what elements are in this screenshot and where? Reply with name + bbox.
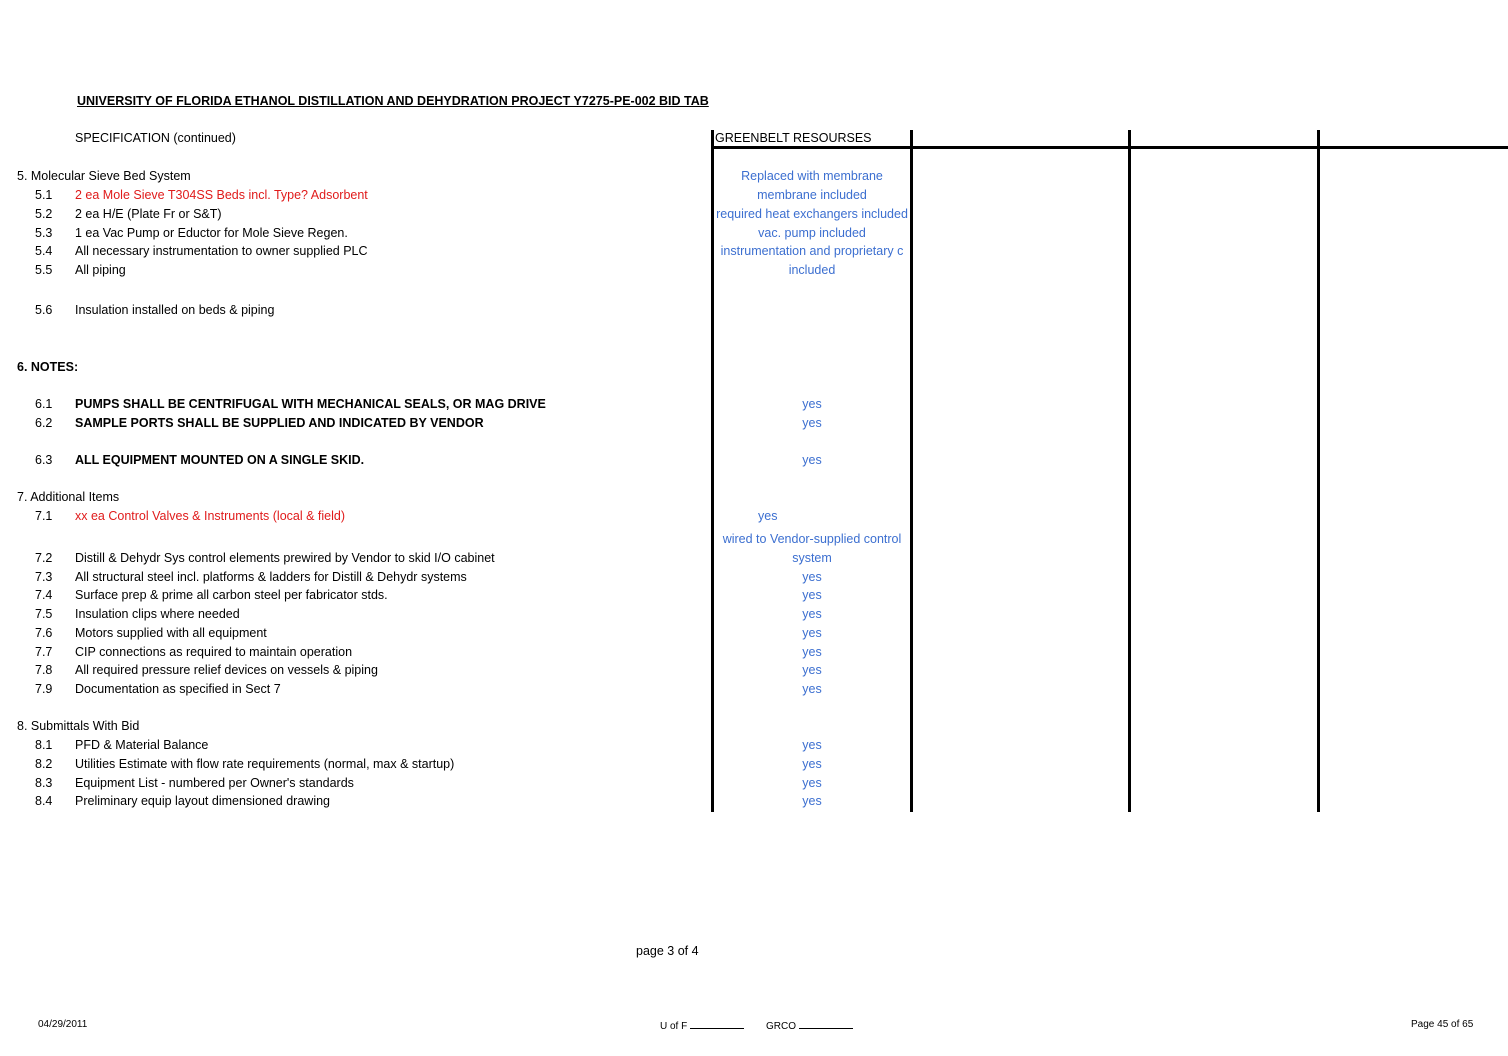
grco-signature-line (799, 1019, 853, 1029)
item-description: 2 ea Mole Sieve T304SS Beds incl. Type? Adsorbent (75, 188, 368, 202)
vendor-response: wired to Vendor-supplied control (722, 532, 902, 546)
item-number: 5.5 (35, 263, 53, 277)
item-number: 7.1 (35, 509, 53, 523)
item-description: Distill & Dehydr Sys control elements prewired by Vendor to skid I/O cabinet (75, 551, 495, 565)
item-description: 2 ea H/E (Plate Fr or S&T) (75, 207, 222, 221)
vendor-response: system (792, 551, 832, 565)
item-description: SAMPLE PORTS SHALL BE SUPPLIED AND INDICATED BY VENDOR (75, 416, 484, 430)
item-description: All required pressure relief devices on vessels & piping (75, 663, 378, 677)
vendor-response: included (788, 263, 836, 277)
vendor-header: GREENBELT RESOURSES (715, 131, 872, 145)
item-description: Motors supplied with all equipment (75, 626, 267, 640)
footer-page-number: Page 45 of 65 (1411, 1019, 1474, 1030)
section-heading: 5. Molecular Sieve Bed System (17, 169, 191, 183)
vendor-response: yes (802, 416, 822, 430)
item-number: 7.4 (35, 588, 53, 602)
vendor-response: Replaced with membrane (741, 169, 883, 183)
item-number: 5.1 (35, 188, 53, 202)
item-description: Insulation clips where needed (75, 607, 240, 621)
vendor-response: instrumentation and proprietary c (720, 244, 904, 258)
item-description: PFD & Material Balance (75, 738, 209, 752)
vendor-response: yes (758, 509, 778, 523)
vendor-response: yes (802, 607, 822, 621)
column-divider (1128, 130, 1131, 812)
header-rule (713, 146, 1508, 149)
item-number: 8.1 (35, 738, 53, 752)
item-description: CIP connections as required to maintain operation (75, 645, 353, 659)
section-heading: 8. Submittals With Bid (17, 719, 140, 733)
item-number: 8.2 (35, 757, 53, 771)
vendor-response: yes (802, 397, 822, 411)
item-number: 6.1 (35, 397, 53, 411)
item-number: 7.7 (35, 645, 53, 659)
item-description: All necessary instrumentation to owner supplied PLC (75, 244, 368, 258)
item-number: 7.6 (35, 626, 53, 640)
item-description: ALL EQUIPMENT MOUNTED ON A SINGLE SKID. (75, 453, 365, 467)
item-description: Preliminary equip layout dimensioned drawing (75, 794, 330, 808)
item-description: Equipment List - numbered per Owner's standards (75, 776, 354, 790)
item-number: 7.3 (35, 570, 53, 584)
section-heading: 7. Additional Items (17, 490, 120, 504)
item-description: 1 ea Vac Pump or Eductor for Mole Sieve Regen. (75, 226, 348, 240)
item-number: 5.6 (35, 303, 53, 317)
item-description: Utilities Estimate with flow rate requirements (normal, max & startup) (75, 757, 455, 771)
item-number: 7.2 (35, 551, 53, 565)
uof-signature-line (690, 1019, 744, 1029)
vendor-response: required heat exchangers included (716, 207, 908, 221)
footer-grco-signoff (766, 1019, 853, 1032)
vendor-response: yes (802, 776, 822, 790)
item-description: xx ea Control Valves & Instruments (local & field) (75, 509, 346, 523)
item-description: All piping (75, 263, 126, 277)
column-divider (1317, 130, 1320, 812)
item-number: 8.3 (35, 776, 53, 790)
vendor-response: yes (802, 645, 822, 659)
item-number: 7.9 (35, 682, 53, 696)
vendor-response: yes (802, 453, 822, 467)
item-number: 5.3 (35, 226, 53, 240)
item-number: 8.4 (35, 794, 53, 808)
vendor-response: yes (802, 570, 822, 584)
item-description: Documentation as specified in Sect 7 (75, 682, 281, 696)
vendor-response: yes (802, 588, 822, 602)
vendor-response: yes (802, 757, 822, 771)
item-number: 7.8 (35, 663, 53, 677)
document-title: UNIVERSITY OF FLORIDA ETHANOL DISTILLATION AND DEHYDRATION PROJECT Y7275-PE-002 BID TAB (77, 94, 709, 108)
vendor-response: yes (802, 663, 822, 677)
item-number: 5.4 (35, 244, 53, 258)
item-number: 6.3 (35, 453, 53, 467)
vendor-response: yes (802, 738, 822, 752)
item-description: Surface prep & prime all carbon steel per fabricator stds. (75, 588, 388, 602)
footer-uof-signoff (660, 1019, 744, 1032)
vendor-response: yes (802, 626, 822, 640)
grco-label: GRCO (766, 1021, 796, 1032)
section-heading: 6. NOTES: (17, 360, 79, 374)
item-number: 5.2 (35, 207, 53, 221)
vendor-response: membrane included (757, 188, 867, 202)
page-label: page 3 of 4 (636, 944, 699, 958)
item-description: Insulation installed on beds & piping (75, 303, 275, 317)
item-number: 6.2 (35, 416, 53, 430)
vendor-response: vac. pump included (758, 226, 866, 240)
item-description: PUMPS SHALL BE CENTRIFUGAL WITH MECHANICAL SEALS, OR MAG DRIVE (75, 397, 546, 411)
vendor-response: yes (802, 794, 822, 808)
footer-date: 04/29/2011 (38, 1019, 88, 1030)
vendor-response: yes (802, 682, 822, 696)
item-number: 7.5 (35, 607, 53, 621)
item-description: All structural steel incl. platforms & ladders for Distill & Dehydr systems (75, 570, 467, 584)
uof-label: U of F (660, 1021, 688, 1032)
spec-header: SPECIFICATION (continued) (75, 131, 236, 145)
